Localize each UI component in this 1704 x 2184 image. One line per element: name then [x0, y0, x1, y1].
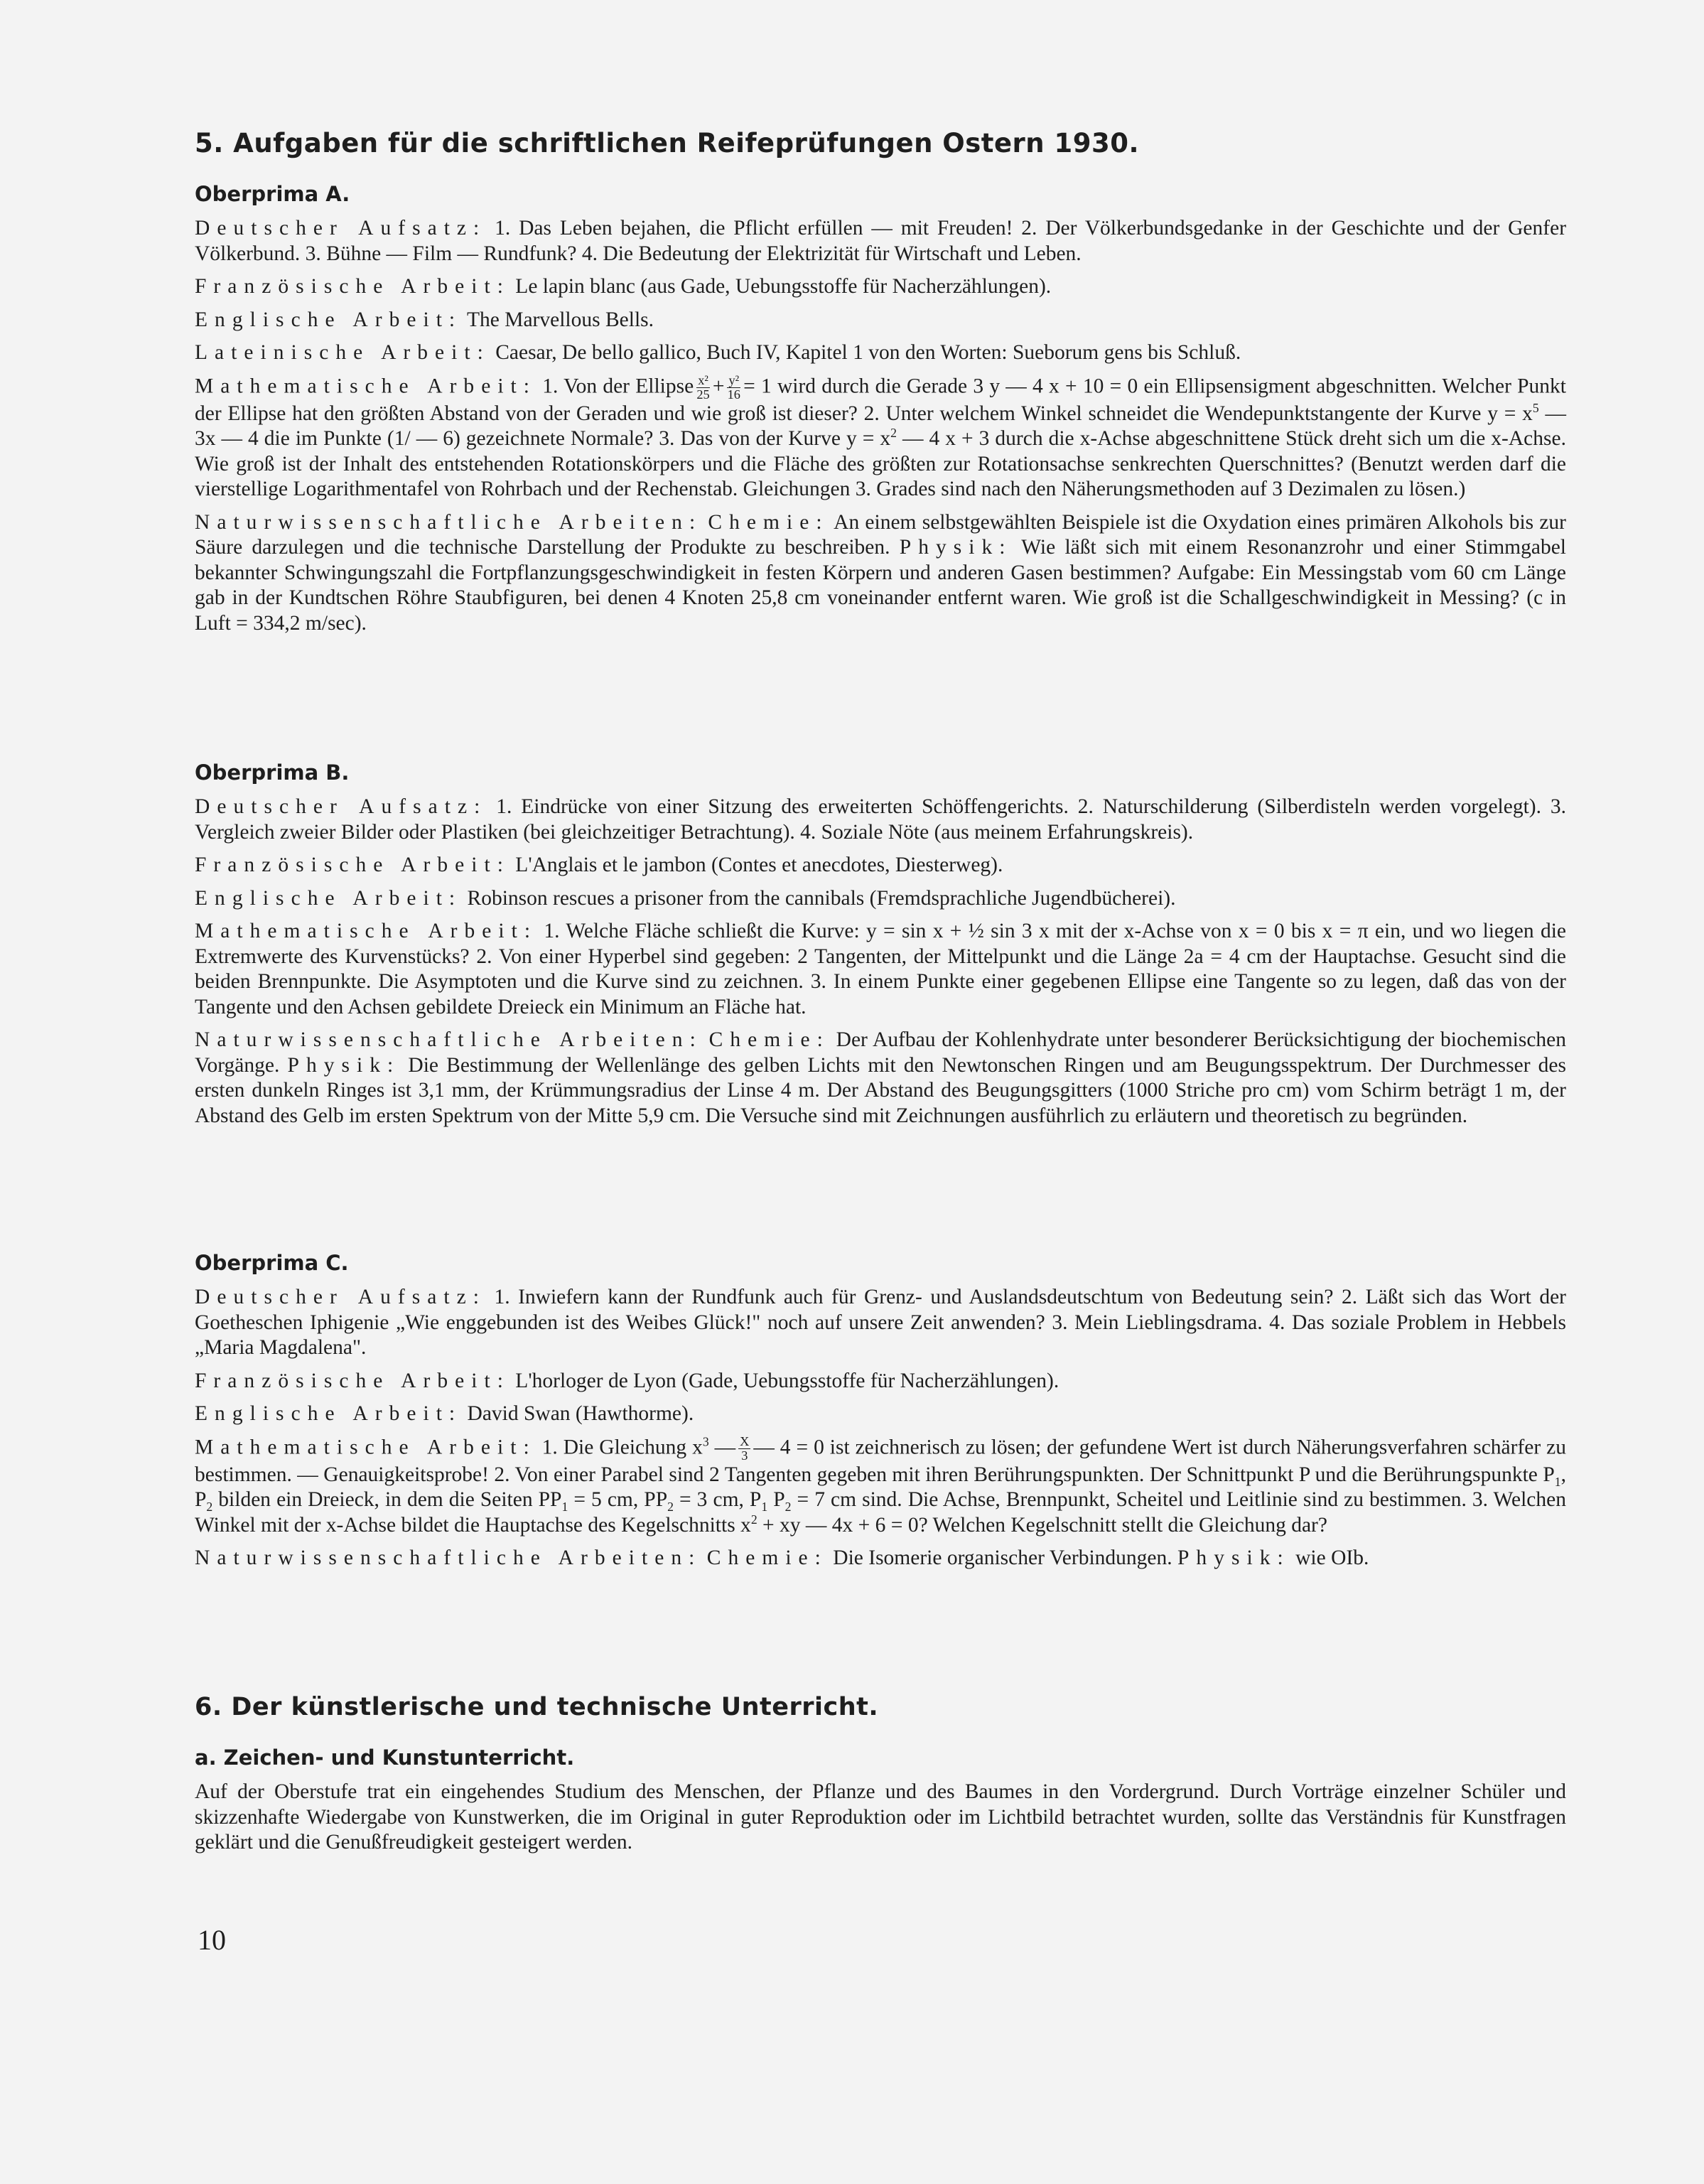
subject-label: Mathematische Arbeit:: [195, 374, 537, 397]
assignment-paragraph: [195, 1369, 1566, 1394]
subject-label: Englische Arbeit:: [195, 886, 463, 910]
assignment-text: Die Bestimmung der Wellenlänge des gelben Lichts mit den Newtonschen Ringen und am Beugungsspektrum. Der Durchmesser des ersten dunkeln Ringes ist 3,1 mm, der Krümmungsradius der Linse 4 m. Der Abstand des Beugungsgitters (1000 Striche pro cm) vom Schirm beträgt 1 m, der Abstand des Gelb im ersten Spektrum von der Mitte 5,9 cm. Die Versuche sind mit Zeichnungen ausführlich zu erläutern und theoretisch zu begründen.: [195, 1053, 1567, 1127]
assignment-text: — 4 x + 3 durch die x-Achse abgeschnittene Stück dreht sich um die x-Achse. Wie groß ist der Inhalt des entstehenden Rotationskörpers und die Fläche des größten zur Rotationsachse senkrechten Querschnittes? (Benutzt werden darf die vierstellige Logarithmentafel von Rohrbach und der Rechenstab. Gleichungen 3. Grades sind nach den Näherungsmethoden auf 3 Dezimalen zu lösen.): [195, 427, 1566, 501]
subject-label: Deutscher Aufsatz:: [195, 1286, 486, 1308]
assignment-text: — 4 = 0 ist zeichnerisch zu lösen; der gefundene Wert ist durch Näherungsverfahren schärfer zu bestimmen. — Genauigkeitsprobe! 2. Von einer Parabel sind 2 Tangenten gegeben mit ihren Berührungspunkten. Der Schnittpunkt P und die Berührungspunkte P: [195, 1435, 1566, 1486]
assignment-text: = 3 cm, P: [673, 1488, 762, 1512]
group-c-items: [195, 1285, 1566, 1579]
assignment-paragraph: [195, 1285, 1566, 1361]
assignment-text: L'horloger de Lyon (Gade, Uebungsstoffe für Nacherzählungen).: [515, 1369, 1059, 1392]
fraction-denominator: 16: [727, 387, 740, 402]
assignment-paragraph: [195, 795, 1566, 845]
assignment-paragraph: [195, 1435, 1566, 1539]
superscript: 3: [702, 1434, 709, 1449]
subject-sublabel: Physik:: [1177, 1546, 1290, 1570]
assignment-paragraph: [195, 308, 1566, 333]
fraction: [738, 1435, 750, 1463]
subject-label: Mathematische Arbeit:: [195, 920, 538, 942]
assignment-paragraph: [195, 853, 1566, 878]
group-a-items: [195, 216, 1566, 644]
fraction-numerator: y²: [728, 372, 740, 387]
assignment-text: Wie läßt sich mit einem Resonanzrohr und einer Stimmgabel bekannter Schwingungszahl die Fortpflanzungsgeschwindigkeit in festen Körpern und anderen Gasen bestimmen? Aufgabe: Ein Messingstab vom 60 cm Länge gab in der Kundtschen Röhre Staubfiguren, bei denen 4 Knoten 25,8 cm voneinander entfernt waren. Wie groß ist die Schallgeschwindigkeit in Messing? (c in Luft = 334,2 m/sec).: [195, 536, 1566, 635]
assignment-text: 1. Von der Ellipse: [542, 374, 694, 397]
assignment-text: wie OIb.: [1290, 1546, 1369, 1570]
subscript: 1: [561, 1500, 568, 1515]
assignment-paragraph: [195, 919, 1566, 1020]
subscript: 1: [761, 1500, 768, 1515]
assignment-text: 1. Welche Fläche schließt die Kurve: y = sin x + ½ sin 3 x mit der x-Achse von x = 0 bis x = π ein, und wo liegen die Extremwerte des Kurvenstücks? 2. Von einer Hyperbel sind gegeben: 2 Tangenten, der Mittelpunkt und die Länge 2a = 4 cm der Hauptachse. Gesucht sind die beiden Brennpunkte. Die Asymptoten und die Kurve sind zu zeichnen. 3. In einem Punkte einer gegebenen Ellipse eine Tangente so zu legen, daß das von der Tangente und den Achsen gebildete Dreieck ein Minimum an Fläche hat.: [195, 920, 1566, 1018]
subject-label: Englische Arbeit:: [195, 1402, 463, 1425]
assignment-text: Caesar, De bello gallico, Buch IV, Kapitel 1 von den Worten: Sueborum gens bis Schluß.: [495, 341, 1241, 364]
assignment-text: = 1 wird durch die Gerade 3 y — 4 x + 10 = 0 ein Ellipsensigment abgeschnitten. Welcher Punkt der Ellipse hat den größten Abstand von der Geraden und wie groß ist dieser? 2. Unter welchem Winkel schneidet die Wendepunktstangente der Kurve y = x: [195, 374, 1567, 425]
subscript: 2: [667, 1500, 674, 1515]
assignment-text: —: [708, 1435, 736, 1458]
subject-label: Französische Arbeit:: [195, 854, 510, 876]
assignment-text: Die Isomerie organischer Verbindungen.: [827, 1546, 1177, 1570]
superscript: 5: [1532, 401, 1539, 416]
subject-sublabel: Physik:: [287, 1053, 401, 1077]
assignment-paragraph: [195, 1028, 1566, 1129]
assignment-paragraph: [195, 1546, 1566, 1571]
assignment-text: +: [712, 374, 725, 397]
subject-sublabel: Chemie:: [708, 1028, 830, 1051]
assignment-text: , P: [195, 1463, 1566, 1512]
page-number: 10: [198, 1924, 226, 1956]
section-6-paragraph: Auf der Oberstufe trat ein eingehendes Studium des Menschen, der Pflanze und des Baumes in den Vordergrund. Durch Vorträge einzelner Schüler und skizzenhafte Wiedergabe von Kunstwerken, die im Original in guter Reproduktion oder im Lichtbild betrachtet wurden, sollte das Verständnis für Kunstfragen geklärt und die Genußfreudigkeit gesteigert werden.: [195, 1780, 1566, 1854]
assignment-text: 1. Das Leben bejahen, die Pflicht erfüllen — mit Freuden! 2. Der Völkerbundsgedanke in der Geschichte und der Genfer Völkerbund. 3. Bühne — Film — Rundfunk? 4. Die Bedeutung der Elektrizität für Wirtschaft und Leben.: [195, 217, 1567, 265]
subject-label: Englische Arbeit:: [195, 308, 463, 331]
subject-sublabel: Physik:: [899, 536, 1013, 559]
subject-label: Mathematische Arbeit:: [195, 1435, 536, 1458]
assignment-text: An einem selbstgewählten Beispiele ist die Oxydation eines primären Alkohols bis zur Säure darzulegen und die technische Darstellung der Produkte zu beschreiben.: [195, 510, 1566, 559]
assignment-paragraph: [195, 1402, 1566, 1427]
assignment-text: 1. Die Gleichung x: [541, 1435, 703, 1458]
assignment-paragraph: [195, 274, 1566, 300]
subject-label: Naturwissenschaftliche Arbeiten:: [195, 1546, 702, 1570]
fraction-denominator: 3: [741, 1448, 748, 1463]
subscript: 2: [784, 1500, 792, 1515]
assignment-text: bilden ein Dreieck, in dem die Seiten PP: [212, 1488, 562, 1512]
section-6-title: 6. Der künstlerische und technische Unterricht.: [195, 1693, 879, 1721]
assignment-text: Robinson rescues a prisoner from the cannibals (Fremdsprachliche Jugendbücherei).: [467, 886, 1176, 910]
subject-label: Deutscher Aufsatz:: [195, 217, 487, 240]
assignment-text: = 7 cm sind. Die Achse, Brennpunkt, Scheitel und Leitlinie sind zu bestimmen. 3. Welchen Winkel mit der x-Achse bildet die Hauptachse des Kegelschnitts x: [195, 1488, 1566, 1537]
subject-label: Naturwissenschaftliche Arbeiten:: [195, 1028, 703, 1051]
assignment-paragraph: [195, 216, 1566, 267]
section-5-title: 5. Aufgaben für die schriftlichen Reifeprüfungen Ostern 1930.: [195, 128, 1140, 158]
assignment-text: Der Aufbau der Kohlenhydrate unter besonderer Berücksichtigung der biochemischen Vorgänge.: [195, 1028, 1567, 1077]
assignment-paragraph: [195, 886, 1566, 912]
group-heading-a: Oberprima A.: [195, 182, 350, 206]
superscript: 2: [890, 426, 897, 441]
assignment-text: — 3x — 4 die im Punkte (1/ — 6) gezeichnete Normale? 3. Das von der Kurve y = x: [195, 402, 1566, 451]
subject-label: Deutscher Aufsatz:: [195, 795, 487, 818]
subscript: 2: [206, 1500, 213, 1515]
section-6-subheading: a. Zeichen- und Kunstunterricht.: [195, 1745, 575, 1770]
subject-label: Französische Arbeit:: [195, 1369, 510, 1392]
assignment-text: 1. Eindrücke von einer Sitzung des erweiterten Schöffengerichts. 2. Naturschilderung (Silberdisteln werden vorgelegt). 3. Vergleich zweier Bilder oder Plastiken (bei gleichzeitiger Betrachtung). 4. Soziale Nöte (aus meinem Erfahrungskreis).: [195, 795, 1567, 844]
fraction-numerator: x²: [698, 372, 708, 387]
assignment-paragraph: [195, 374, 1566, 502]
fraction: [696, 374, 710, 402]
subject-sublabel: Chemie:: [708, 510, 829, 534]
subject-label: Lateinische Arbeit:: [195, 341, 490, 364]
subscript: 1: [1554, 1474, 1561, 1489]
assignment-text: 1. Inwiefern kann der Rundfunk auch für Grenz- und Auslandsdeutschtum von Bedeutung sein? 2. Läßt sich das Wort der Goetheschen Iphigenie „Wie enggebunden ist des Weibes Glück!" noch auf unsere Zeit anwenden? 3. Mein Lieblingsdrama. 4. Das soziale Problem in Hebbels „Maria Magdalena".: [195, 1286, 1566, 1359]
assignment-text: + xy — 4x + 6 = 0? Welchen Kegelschnitt stellt die Gleichung dar?: [757, 1513, 1327, 1537]
subject-label: Französische Arbeit:: [195, 275, 510, 298]
assignment-text: P: [767, 1488, 785, 1512]
superscript: 2: [750, 1512, 757, 1527]
assignment-paragraph: [195, 510, 1566, 637]
assignment-text: L'Anglais et le jambon (Contes et anecdotes, Diesterweg).: [515, 854, 1003, 876]
group-b-items: [195, 795, 1566, 1136]
assignment-text: = 5 cm, PP: [568, 1488, 668, 1512]
group-heading-c: Oberprima C.: [195, 1251, 349, 1275]
assignment-text: The Marvellous Bells.: [467, 308, 654, 331]
subject-sublabel: Chemie:: [706, 1546, 828, 1570]
fraction-denominator: 25: [696, 387, 710, 402]
assignment-text: David Swan (Hawthorme).: [467, 1402, 694, 1425]
group-heading-b: Oberprima B.: [195, 760, 350, 785]
fraction-numerator: X: [740, 1433, 750, 1448]
subject-label: Naturwissenschaftliche Arbeiten:: [195, 510, 703, 534]
fraction: [727, 374, 740, 402]
assignment-paragraph: [195, 340, 1566, 366]
assignment-text: Le lapin blanc (aus Gade, Uebungsstoffe für Nacherzählungen).: [515, 275, 1052, 298]
